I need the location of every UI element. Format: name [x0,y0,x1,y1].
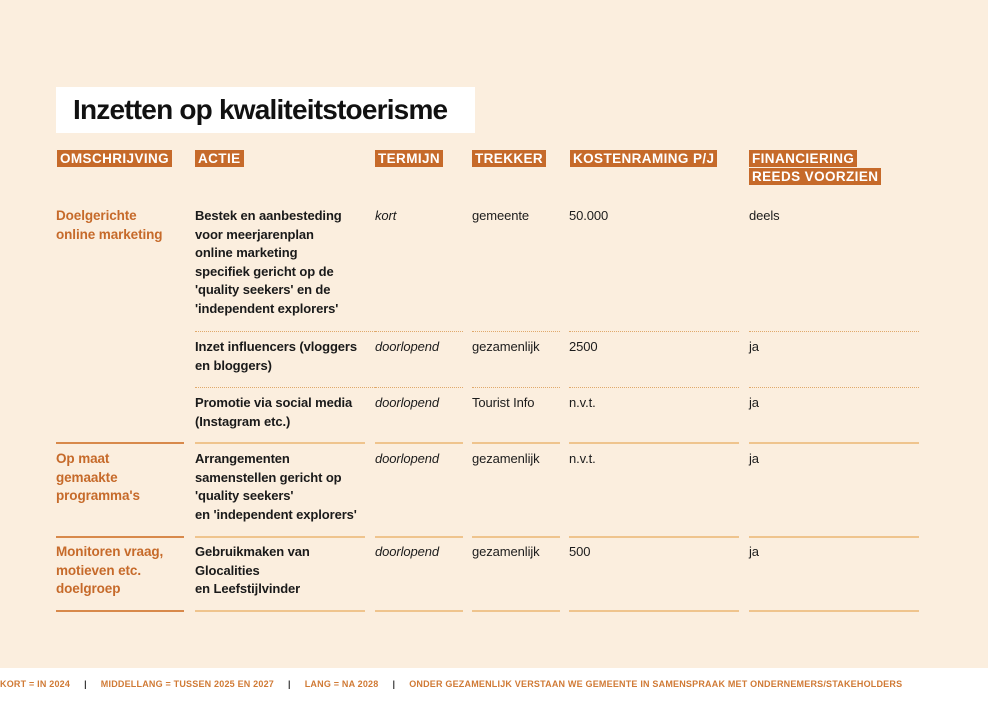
actie-line: specifiek gericht op de [195,263,334,279]
actie-line: voor meerjarenplan [195,226,314,242]
group-divider [56,610,184,612]
header-actie-label: ACTIE [195,150,244,167]
row-4-actie [195,450,357,524]
group-divider [195,610,365,612]
row-4-termijn: doorlopend [375,451,440,466]
group-3-omschrijving-line: motieven etc. [56,562,141,578]
group-2-omschrijving [56,450,140,506]
group-divider [749,536,919,538]
actie-line: 'quality seekers' [195,488,294,503]
group-divider [472,610,560,612]
group-divider [569,442,739,444]
actie-line: online marketing [195,245,298,260]
group-3-omschrijving-line: Monitoren vraag, [56,544,164,559]
row-divider [375,387,463,388]
footer-kort: KORT = IN 2024 [0,679,71,689]
header-termijn-label: TERMIJN [375,150,443,167]
row-3-termijn: doorlopend [375,395,440,410]
actie-line: 'independent explorers' [195,300,339,316]
row-5-actie [195,543,310,599]
header-financiering [749,150,881,186]
actie-line: samenstellen gericht op [195,469,342,485]
group-divider [195,536,365,538]
row-2-financiering: ja [749,339,759,354]
header-termijn [375,150,443,168]
group-2-omschrijving-line: gemaakte [56,469,118,485]
actie-line: 'quality seekers' en de [195,282,331,297]
group-1-omschrijving-line: Doelgerichte [56,208,137,223]
row-divider [472,387,560,388]
footer-middellang: MIDDELLANG = TUSSEN 2025 EN 2027 [100,679,274,689]
row-4-trekker: gezamenlijk [472,451,540,466]
header-financiering-line1: FINANCIERING [749,150,857,167]
group-divider [375,442,463,444]
group-2-omschrijving-line: programma's [56,488,140,503]
footer-gezamenlijk: ONDER GEZAMENLIJK VERSTAAN WE GEMEENTE IN SAMENSPRAAK MET ONDERNEMERS/STAKEHOLDERS [409,679,903,689]
group-divider [749,610,919,612]
group-3-omschrijving [56,543,163,599]
row-divider [472,331,560,332]
row-1-trekker: gemeente [472,208,530,223]
actie-line: Gebruikmaken van [195,544,310,559]
actie-line: Inzet influencers (vloggers [195,339,358,354]
row-4-kostenraming: n.v.t. [569,451,596,466]
footer-separator: | [84,679,87,689]
group-divider [749,442,919,444]
row-divider [749,387,919,388]
footer-separator: | [288,679,291,689]
row-1-financiering: deels [749,208,780,223]
row-4-financiering: ja [749,451,759,466]
group-divider [195,442,365,444]
page-title-box [56,87,475,133]
footer-legend [0,679,902,689]
group-divider [472,536,560,538]
row-2-kostenraming: 2500 [569,339,598,354]
row-divider [375,331,463,332]
actie-line: Bestek en aanbesteding [195,208,342,223]
row-2-actie [195,338,357,375]
page-title: Inzetten op kwaliteitstoerisme [73,94,448,125]
group-1-omschrijving [56,207,162,244]
row-3-kostenraming: n.v.t. [569,395,596,410]
group-1-omschrijving-line: online marketing [56,226,163,242]
actie-line: Arrangementen [195,451,290,466]
group-divider [472,442,560,444]
row-3-actie [195,394,352,431]
row-5-trekker: gezamenlijk [472,544,540,559]
actie-line: en bloggers) [195,357,272,373]
row-1-actie [195,207,342,318]
header-kostenraming-label: KOSTENRAMING P/J [570,150,717,167]
group-divider [56,442,184,444]
group-divider [569,536,739,538]
row-5-financiering: ja [749,544,759,559]
header-trekker-label: TREKKER [472,150,546,167]
row-5-termijn: doorlopend [375,544,440,559]
row-divider [569,387,739,388]
group-2-omschrijving-line: Op maat [56,451,110,466]
row-5-kostenraming: 500 [569,544,591,559]
group-divider [375,536,463,538]
row-2-trekker: gezamenlijk [472,339,540,354]
row-3-financiering: ja [749,395,759,410]
actie-line: en 'independent explorers' [195,506,357,522]
footer-lang: LANG = NA 2028 [304,679,379,689]
footer-separator: | [392,679,396,689]
header-omschrijving [57,150,172,168]
actie-line: (Instagram etc.) [195,413,291,429]
row-divider [569,331,739,332]
actie-line: Glocalities [195,562,260,578]
group-divider [375,610,463,612]
header-financiering-line2: REEDS VOORZIEN [749,168,881,185]
row-3-trekker: Tourist Info [472,395,535,410]
header-omschrijving-label: OMSCHRIJVING [57,150,172,167]
row-divider [749,331,919,332]
group-3-omschrijving-line: doelgroep [56,581,121,596]
header-kostenraming [570,150,717,168]
header-actie [195,150,244,168]
header-trekker [472,150,546,168]
group-divider [569,610,739,612]
actie-line: en Leefstijlvinder [195,581,301,596]
row-2-termijn: doorlopend [375,339,440,354]
row-1-kostenraming: 50.000 [569,208,609,223]
group-divider [56,536,184,538]
actie-line: Promotie via social media [195,395,353,410]
row-1-termijn: kort [375,208,397,223]
